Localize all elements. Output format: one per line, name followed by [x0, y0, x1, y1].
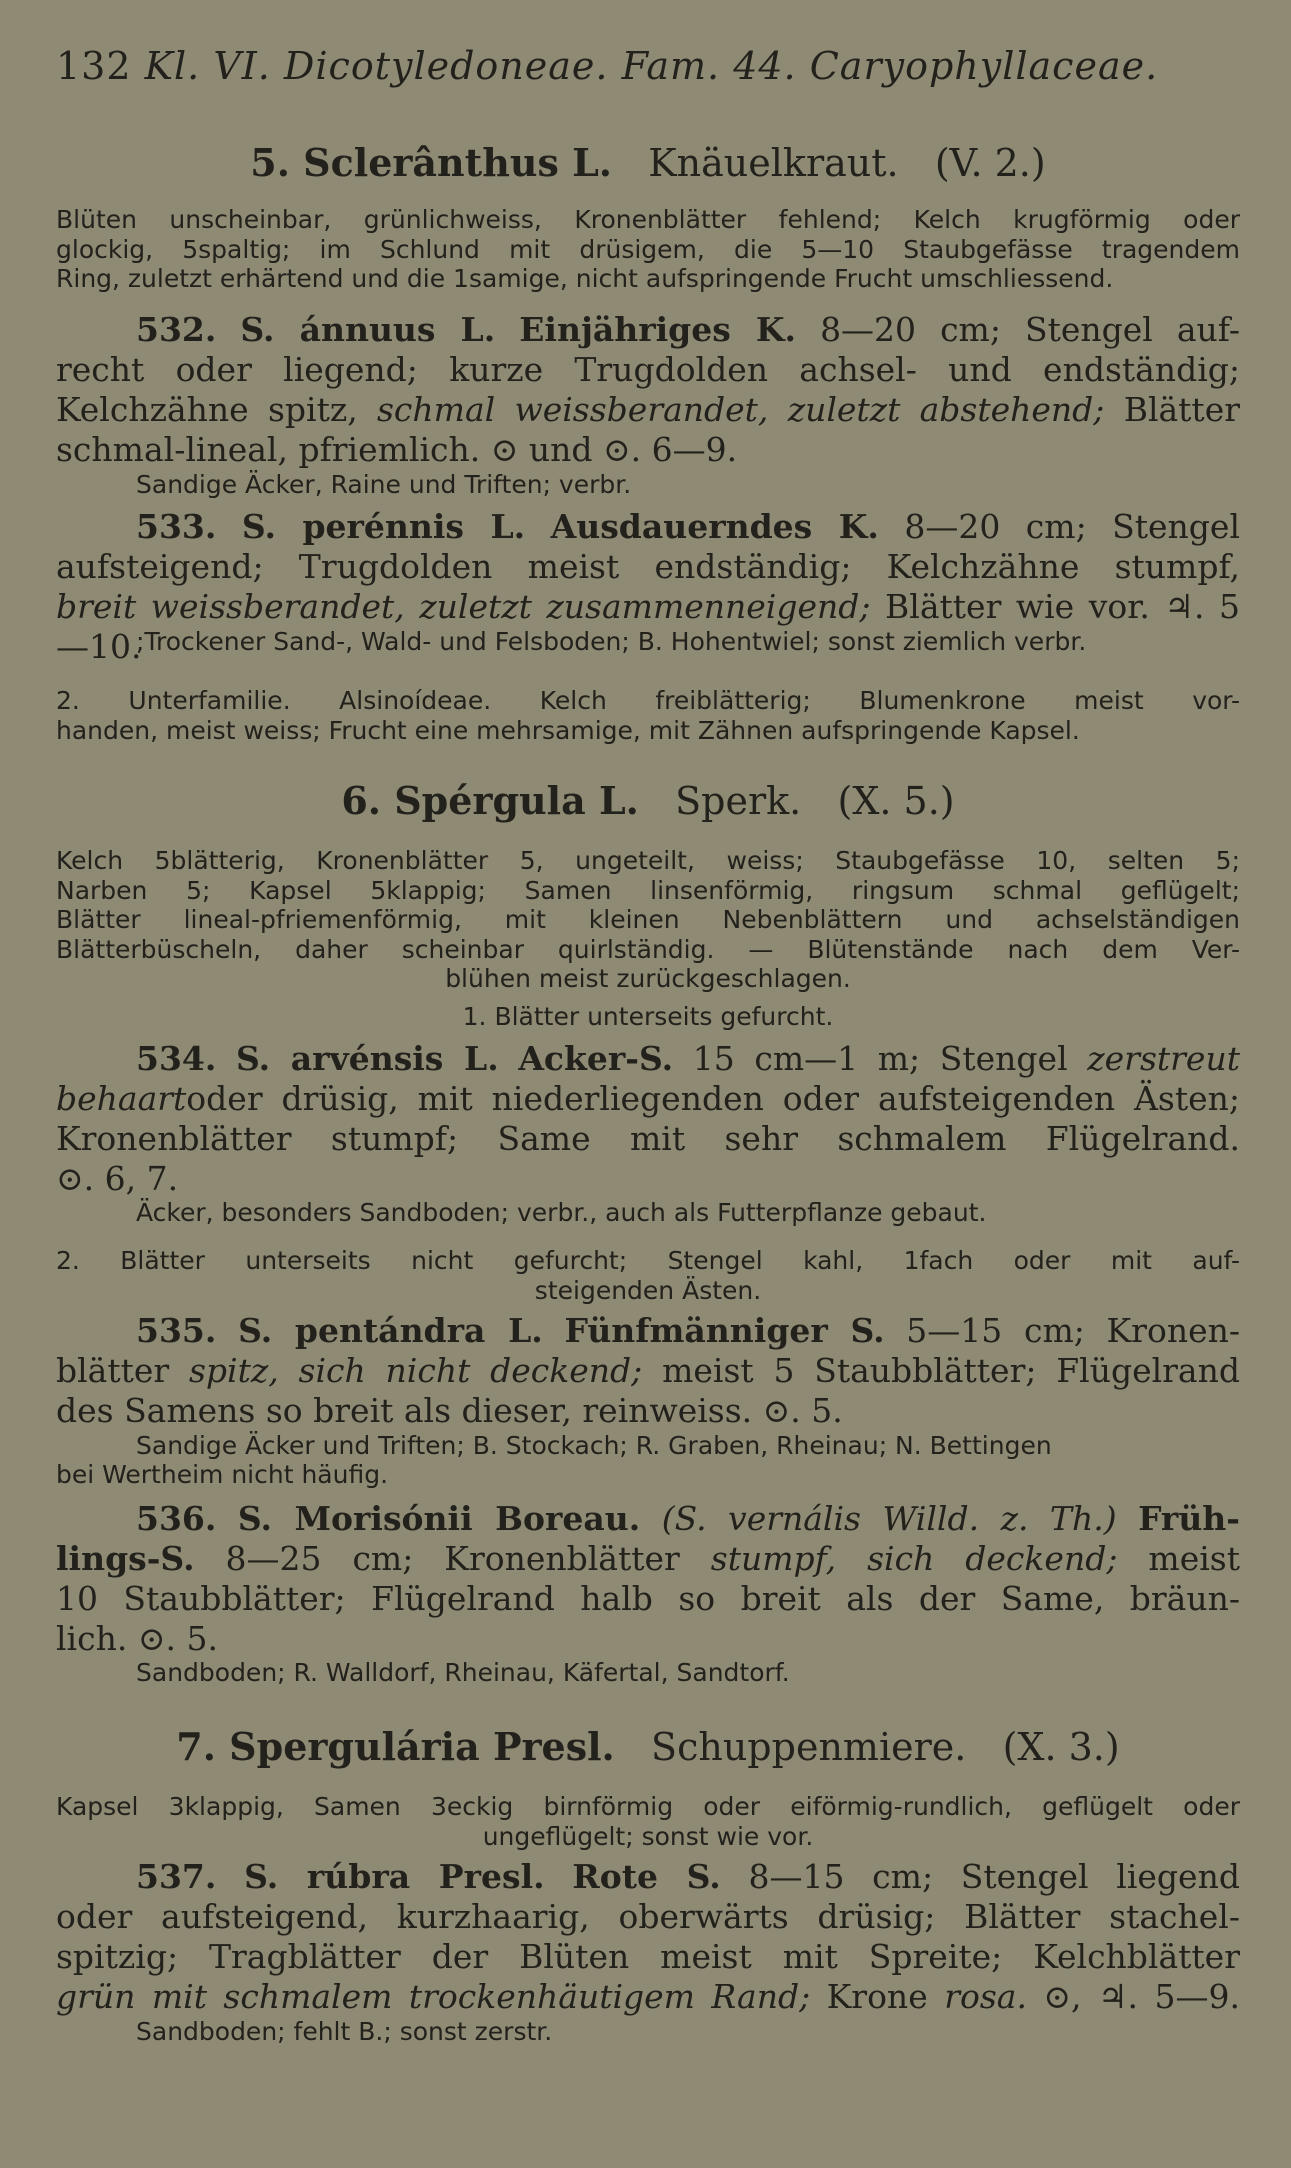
species-534 — [56, 1039, 1240, 1199]
species-text: lich. ⊙. 5. — [56, 1619, 218, 1658]
species-text: recht oder liegend; kurze Trugdolden achsel- und endständig; — [56, 350, 1240, 389]
subfamily-description — [56, 686, 1240, 745]
species-common-name: Ausdauerndes K. — [550, 507, 879, 546]
species-common-name: Rote S. — [572, 1857, 721, 1896]
desc-line: glockig, 5spaltig; im Schlund mit drüsigem, die 5—10 Staubgefässe tragendem — [56, 234, 1240, 264]
page-number: 132 — [56, 44, 132, 88]
species-name: S. perénnis L. — [241, 507, 526, 546]
desc-line: ungeflügelt; sonst wie vor. — [482, 1821, 814, 1851]
species-name: S. ánnuus L. — [240, 310, 496, 349]
genus-description — [56, 1792, 1240, 1851]
species-text: 8—25 cm; Kronenblätter — [225, 1539, 680, 1578]
species-text: 5—15 cm; Kronen- — [906, 1311, 1241, 1350]
species-common-name: Einjähriges K. — [519, 310, 797, 349]
species-locality — [56, 470, 1240, 499]
species-number: 534. — [136, 1039, 217, 1078]
genus-title: 5. Sclerânthus L. — [250, 140, 613, 185]
locality-text: ;Trockener Sand-, Wald- und Felsboden; B. Hohentwiel; sonst ziemlich verbr. — [136, 627, 1087, 656]
species-text: meist — [1148, 1539, 1240, 1578]
genus-description — [56, 846, 1240, 994]
species-text: 8—20 cm; Stengel — [904, 507, 1241, 546]
species-common-name: Acker-S. — [518, 1039, 674, 1078]
species-text: ⊙. 6, 7. — [56, 1159, 179, 1198]
locality-text: bei Wertheim nicht häufig. — [56, 1460, 389, 1489]
genus-class: (X. 5.) — [837, 779, 955, 823]
species-text: schmal-lineal, pfriemlich. ⊙ und ⊙. 6—9. — [56, 430, 738, 469]
species-name: S. rúbra Presl. — [244, 1857, 545, 1896]
key-text: 2. Blätter unterseits nicht gefurcht; Stengel kahl, 1fach oder mit auf- — [56, 1246, 1240, 1275]
species-italic-text: stumpf, sich deckend; — [710, 1539, 1118, 1578]
genus-common-name: Sperk. — [675, 779, 802, 823]
species-italic-text: spitz, sich nicht deckend; — [188, 1351, 643, 1390]
genus-title: 6. Spérgula L. — [341, 778, 639, 823]
genus-heading-spergularia — [56, 1724, 1240, 1769]
genus-description — [56, 205, 1240, 294]
species-italic-text: zerstreut — [1087, 1039, 1240, 1078]
species-number: 537. — [136, 1857, 217, 1896]
species-name: S. pentándra L. — [238, 1311, 543, 1350]
locality-text: Sandige Äcker und Triften; B. Stockach; R. Graben, Rheinau; N. Bettingen — [136, 1431, 1052, 1460]
species-text: blätter — [56, 1351, 170, 1390]
genus-common-name: Schuppenmiere. — [651, 1725, 967, 1769]
header-text: Kl. VI. Dicotyledoneae. Fam. 44. Caryophyllaceae. — [144, 44, 1159, 88]
species-common-name: lings-S. — [56, 1539, 195, 1578]
genus-heading-scleranthus — [56, 140, 1240, 185]
species-text: 8—20 cm; Stengel auf- — [820, 310, 1240, 349]
species-italic-text: behaart — [56, 1079, 187, 1118]
species-number: 533. — [136, 507, 217, 546]
desc-line: Ring, zuletzt erhärtend und die 1samige, nicht aufspringende Frucht umschliessend. — [56, 264, 1114, 293]
locality-text: Sandboden; R. Walldorf, Rheinau, Käfertal, Sandtorf. — [136, 1658, 790, 1687]
key-text: steigenden Ästen. — [534, 1275, 762, 1305]
subfamily-line: handen, meist weiss; Frucht eine mehrsamige, mit Zähnen aufspringende Kapsel. — [56, 715, 1080, 745]
running-header — [56, 44, 1158, 88]
species-532 — [56, 310, 1240, 470]
desc-line: blühen meist zurückgeschlagen. — [445, 964, 851, 993]
genus-class: (V. 2.) — [934, 141, 1046, 185]
genus-class: (X. 3.) — [1002, 1725, 1120, 1769]
species-536 — [56, 1499, 1240, 1659]
species-text: 15 cm—1 m; Stengel — [692, 1039, 1068, 1078]
species-text: Krone — [826, 1977, 928, 2016]
locality-text: Sandboden; fehlt B.; sonst zerstr. — [136, 2017, 553, 2046]
locality-text: Sandige Äcker, Raine und Triften; verbr. — [136, 470, 632, 499]
species-name: S. arvénsis L. — [236, 1039, 499, 1078]
species-locality — [56, 1198, 1240, 1227]
species-text: des Samens so breit als dieser, reinweiss. ⊙. 5. — [56, 1391, 843, 1430]
species-text: Kronenblätter stumpf; Same mit sehr schmalem Flügelrand. — [56, 1119, 1240, 1158]
genus-heading-spergula — [56, 778, 1240, 823]
species-locality — [56, 627, 1240, 656]
species-locality — [56, 2017, 1240, 2046]
species-number: 535. — [136, 1311, 217, 1350]
species-text: oder drüsig, mit niederliegenden oder aufsteigenden Ästen; — [186, 1079, 1240, 1118]
species-text: Kelchzähne spitz, — [56, 390, 358, 429]
desc-line: Narben 5; Kapsel 5klappig; Samen linsenförmig, ringsum schmal geflügelt; — [56, 875, 1240, 905]
species-537 — [56, 1857, 1240, 2017]
species-text: 10 Staubblätter; Flügelrand halb so breit als der Same, bräun- — [56, 1579, 1240, 1618]
genus-title: 7. Spergulária Presl. — [176, 1724, 615, 1769]
species-number: 532. — [136, 310, 217, 349]
species-name: S. Morisónii Boreau. — [237, 1499, 641, 1538]
species-italic-text: rosa. — [944, 1977, 1027, 2016]
species-text: Blätter — [1123, 390, 1240, 429]
desc-line: Blätter lineal-pfriemenförmig, mit kleinen Nebenblättern und achselständigen — [56, 905, 1240, 934]
desc-line: Kelch 5blätterig, Kronenblätter 5, ungeteilt, weiss; Staubgefässe 10, selten 5; — [56, 846, 1240, 875]
species-common-name: Fünfmänniger S. — [564, 1311, 885, 1350]
species-text: ⊙, ♃. 5—9. — [1043, 1977, 1240, 2016]
species-number: 536. — [136, 1499, 217, 1538]
subfamily-line: 2. Unterfamilie. Alsinoídeae. Kelch freiblätterig; Blumenkrone meist vor- — [56, 686, 1240, 715]
species-synonym: (S. vernális Willd. z. Th.) — [661, 1499, 1117, 1538]
species-535 — [56, 1311, 1240, 1431]
species-common-name: Früh- — [1138, 1499, 1240, 1538]
locality-text: Äcker, besonders Sandboden; verbr., auch als Futterpflanze gebaut. — [136, 1198, 987, 1227]
species-italic-text: breit weissberandet, zuletzt zusammenneigend; — [56, 587, 871, 626]
desc-line: Blätterbüscheln, daher scheinbar quirlständig. — Blütenstände nach dem Ver- — [56, 934, 1240, 964]
species-text: meist 5 Staubblätter; Flügelrand — [662, 1351, 1240, 1390]
species-italic-text: grün mit schmalem trockenhäutigem Rand; — [56, 1977, 811, 2016]
species-text: spitzig; Tragblätter der Blüten meist mit Spreite; Kelchblätter — [56, 1937, 1240, 1976]
key-heading — [56, 1002, 1240, 1032]
key-heading — [56, 1246, 1240, 1305]
species-locality — [56, 1658, 1240, 1687]
desc-line: Kapsel 3klappig, Samen 3eckig birnförmig oder eiförmig-rundlich, geflügelt oder — [56, 1792, 1240, 1821]
species-text: oder aufsteigend, kurzhaarig, oberwärts drüsig; Blätter stachel- — [56, 1897, 1240, 1936]
species-text: Blätter wie vor. ♃. 5—10. — [56, 587, 1240, 666]
species-italic-text: schmal weissberandet, zuletzt abstehend; — [377, 390, 1105, 429]
species-text: 8—15 cm; Stengel liegend — [748, 1857, 1240, 1896]
species-text: aufsteigend; Trugdolden meist endständig; Kelchzähne stumpf, — [56, 547, 1240, 586]
key-text: 1. Blätter unterseits gefurcht. — [462, 1002, 834, 1031]
species-locality — [56, 1431, 1240, 1489]
genus-common-name: Knäuelkraut. — [648, 141, 899, 185]
desc-line: Blüten unscheinbar, grünlichweiss, Kronenblätter fehlend; Kelch krugförmig oder — [56, 205, 1240, 234]
